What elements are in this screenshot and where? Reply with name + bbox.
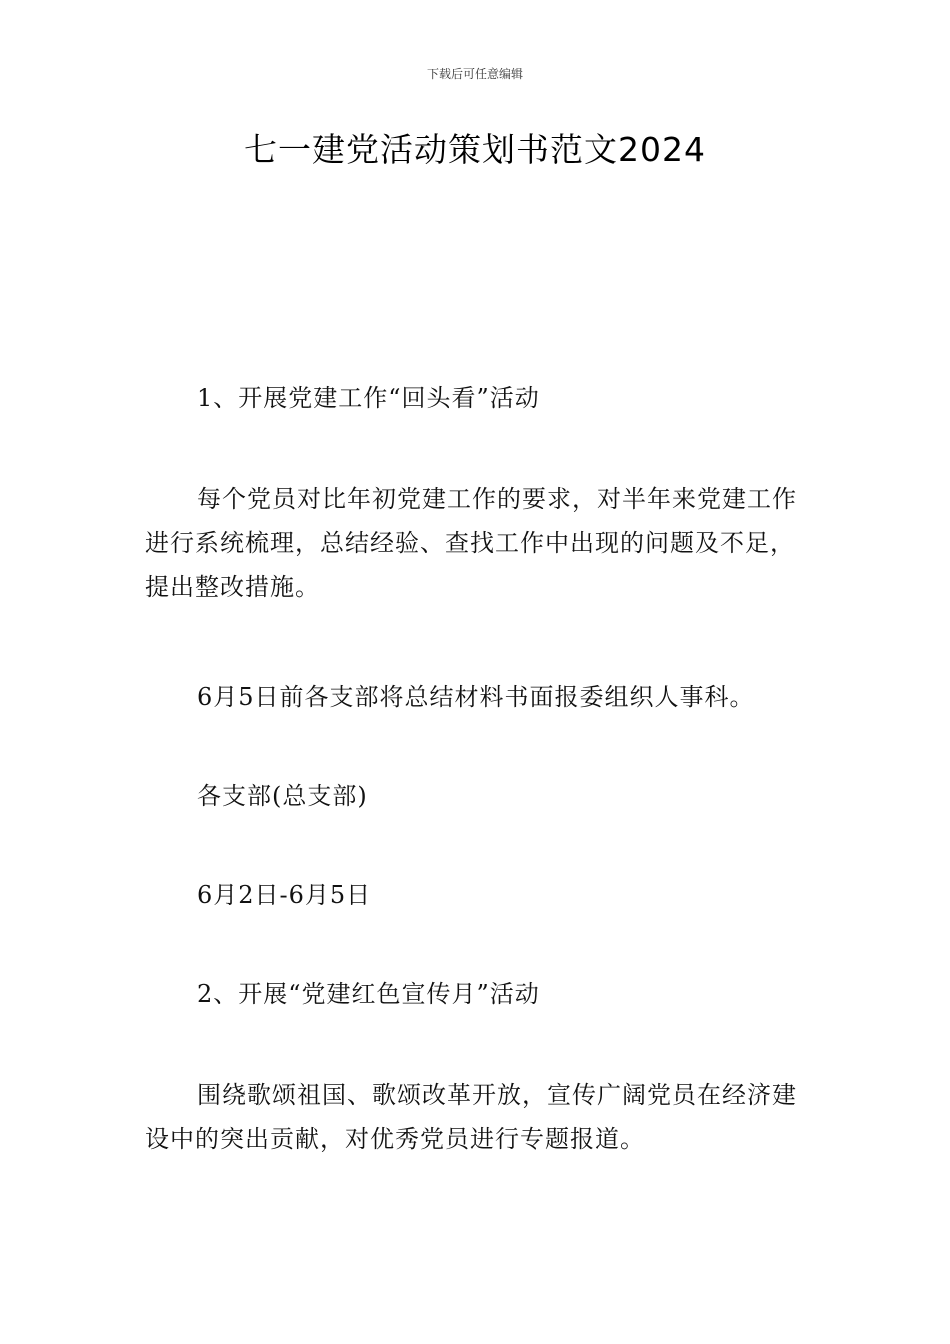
paragraph-review-content: 每个党员对比年初党建工作的要求，对半年来党建工作进行系统梳理，总结经验、查找工作中出现的问题及不足，提出整改措施。	[145, 485, 797, 601]
paragraph-date-range: 6月2日-6月5日	[197, 881, 372, 909]
section-heading-2: 2、开展“党建红色宣传月”活动	[197, 980, 540, 1008]
section-heading-1: 1、开展党建工作“回头看”活动	[197, 384, 540, 412]
header-note: 下载后可任意编辑	[426, 67, 523, 81]
document-title: 七一建党活动策划书范文2024	[244, 130, 706, 169]
paragraph-deadline: 6月5日前各支部将总结材料书面报委组织人事科。	[197, 683, 755, 711]
paragraph-publicity-content: 围绕歌颂祖国、歌颂改革开放，宣传广阔党员在经济建设中的突出贡献，对优秀党员进行专题报道。	[145, 1081, 797, 1153]
paragraph-responsible-branches: 各支部(总支部)	[197, 782, 368, 810]
